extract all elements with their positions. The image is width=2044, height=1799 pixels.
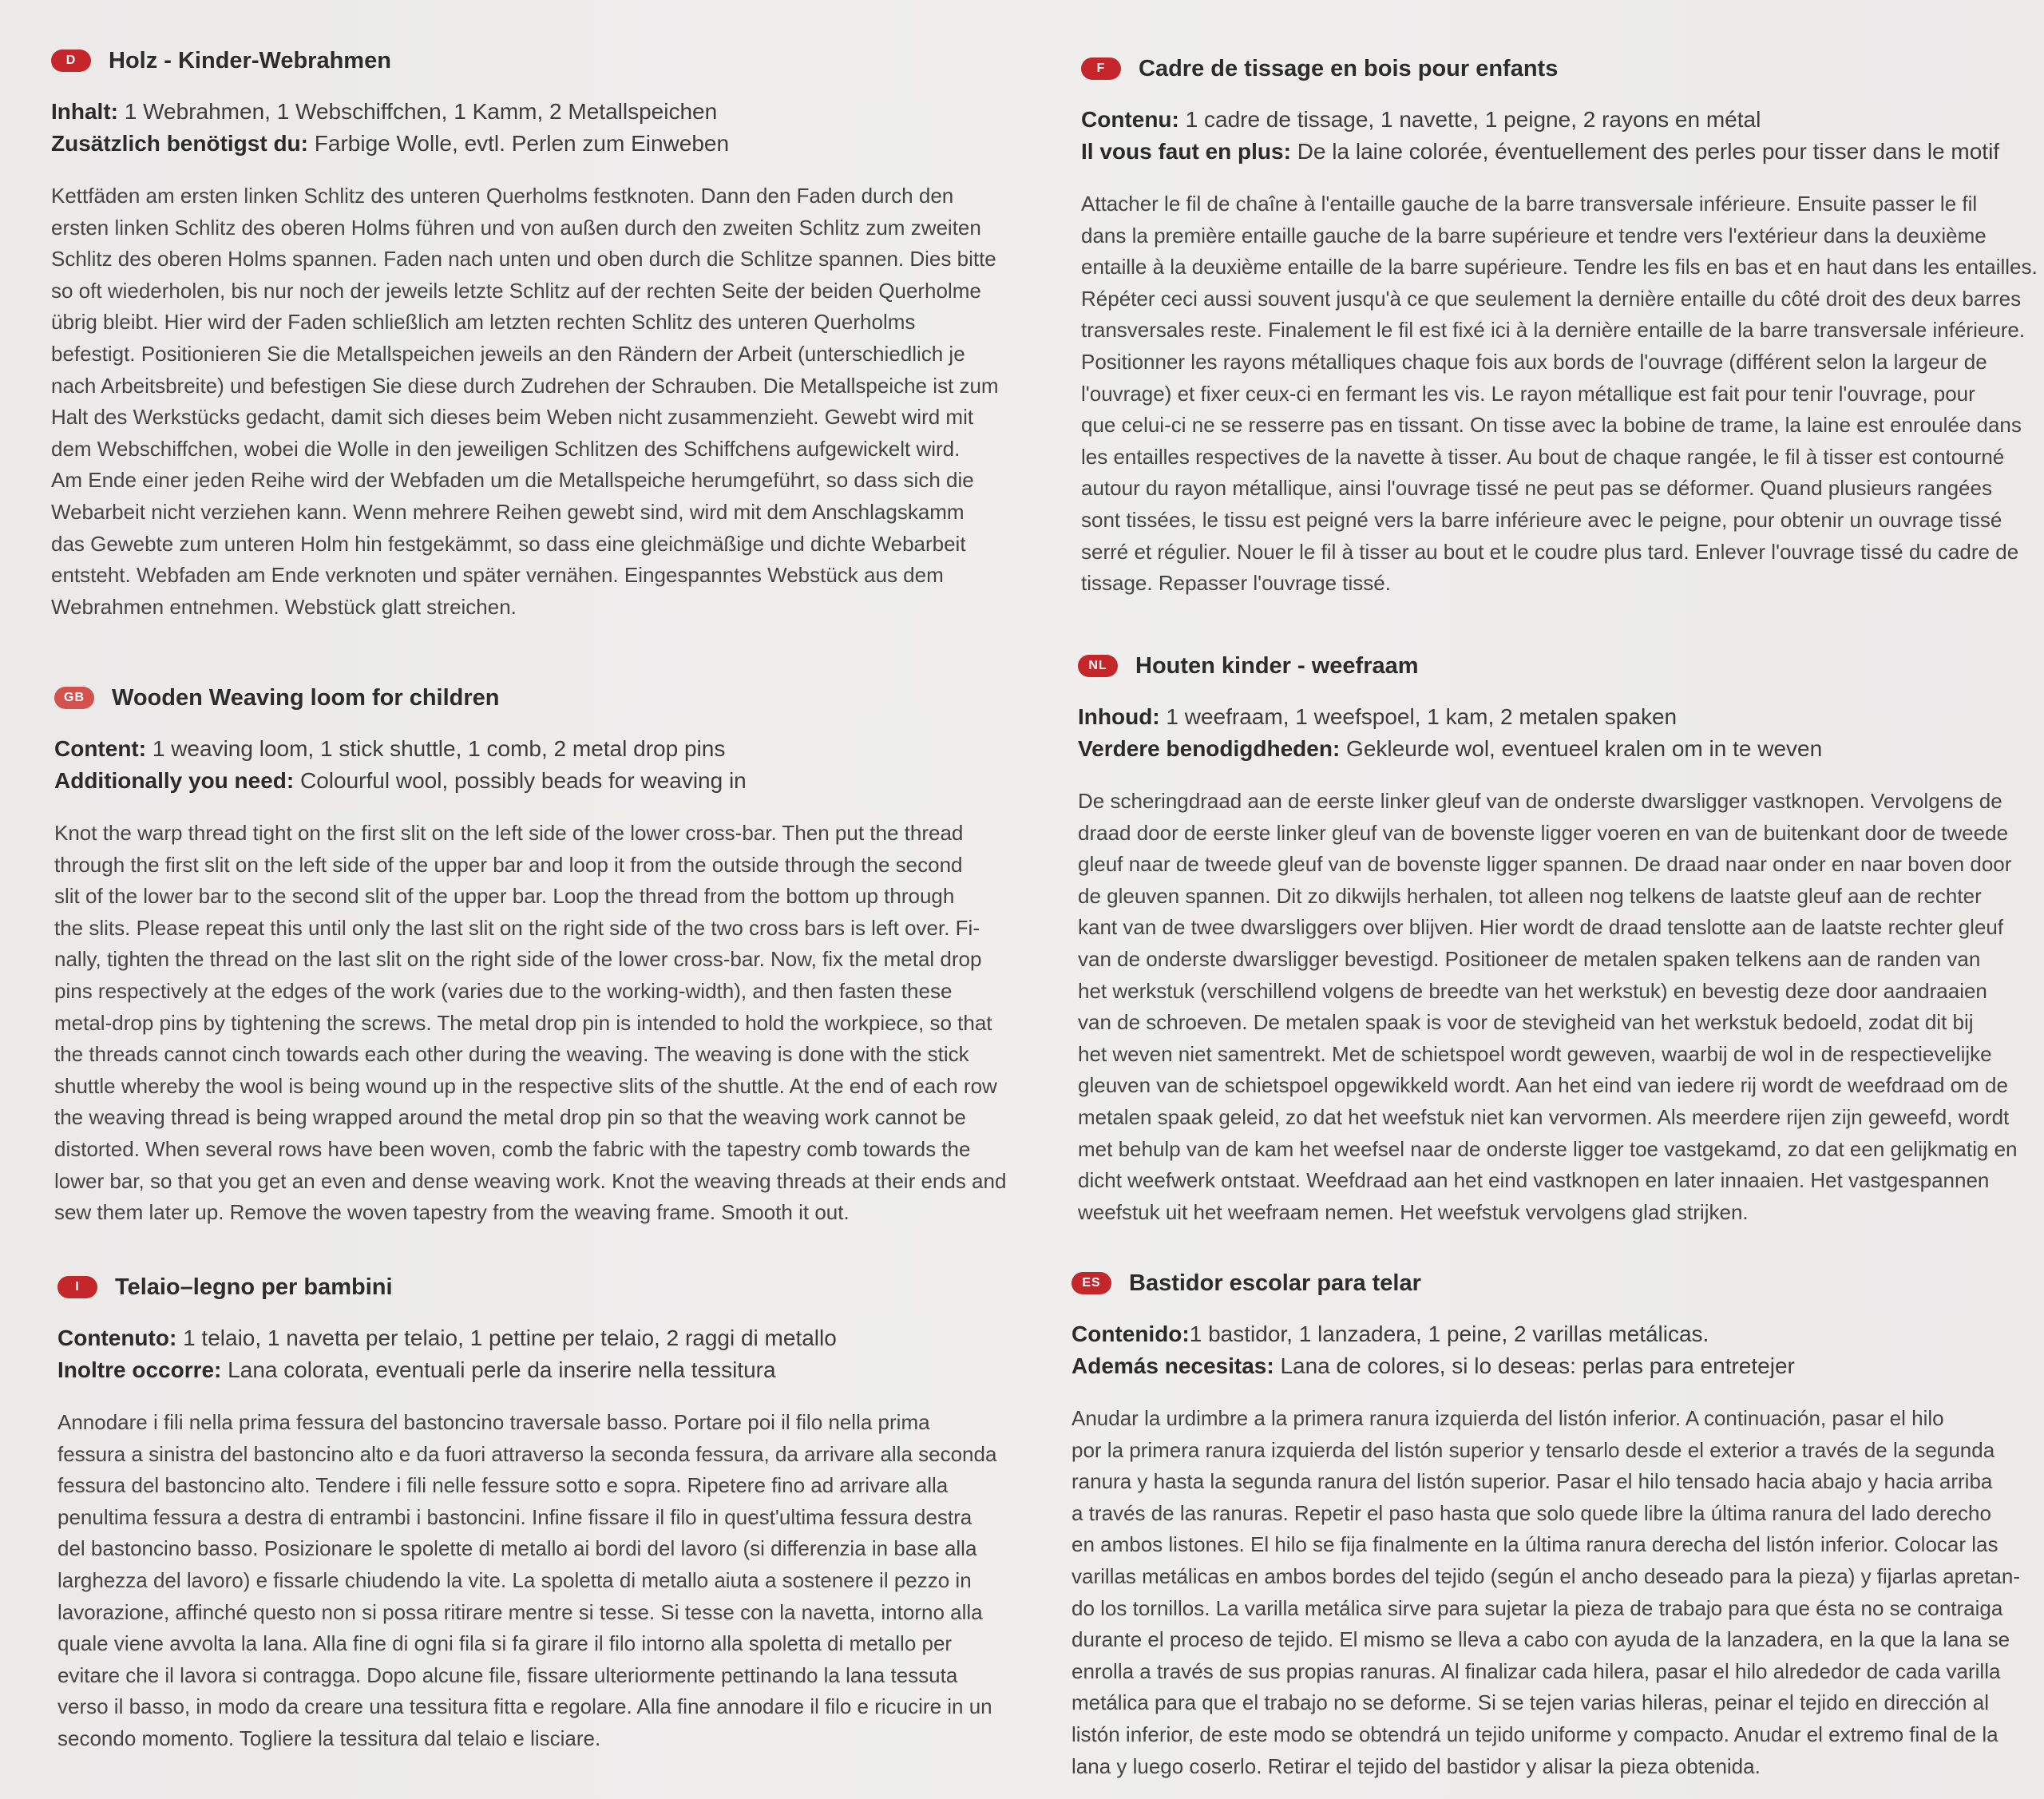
instruction-line: metálica para que el trabajo no se deforme. Si se tejen varias hileras, peinar el tejido en dirección al xyxy=(1072,1690,1989,1715)
section-title: Telaio–legno per bambini xyxy=(115,1274,393,1300)
instruction-line: shuttle whereby the wool is being wound up in the respective slits of the shuttle. At the end of each row xyxy=(54,1073,997,1098)
requirements-text: De la laine colorée, éventuellement des perles pour tisser dans le motif xyxy=(1290,139,2000,164)
section-italian xyxy=(57,1268,1048,1755)
requirements-text: Colourful wool, possibly beads for weaving in xyxy=(294,768,747,793)
instruction-line: varillas metálicas en ambos bordes del tejido (según el ancho deseado para la pieza) y fijarlas apretan- xyxy=(1072,1563,2021,1588)
contents-label: Contenido: xyxy=(1072,1322,1190,1346)
contents-text: 1 cadre de tissage, 1 navette, 1 peigne, 2 rayons en métal xyxy=(1178,107,1761,132)
instruction-line: Positionner les rayons métalliques chaque fois aux bords de l'ouvrage (différent selon la largeur de xyxy=(1081,349,1987,374)
instructions-body xyxy=(1072,1403,2030,1782)
section-title: Houten kinder - weefraam xyxy=(1135,652,1419,679)
instruction-line: sont tissées, le tissu est peigné vers la barre inférieure avec le peigne, pour obtenir un ouvrage tissé xyxy=(1081,507,2002,532)
contents-text: 1 Webrahmen, 1 Webschiffchen, 1 Kamm, 2 Metallspeichen xyxy=(118,99,718,124)
section-header xyxy=(1081,50,2039,88)
instruction-line: met behulp van de kam het weefsel naar de onderste ligger toe vastgekamd, zo dat een gelijkmatig en xyxy=(1078,1136,2018,1161)
instruction-line: draad door de eerste linker gleuf van de bovenste ligger voeren en van de buitenkant door de tweede xyxy=(1078,820,2009,845)
instruction-line: De scheringdraad aan de eerste linker gleuf van de onderste dwarsligger vastknopen. Vervolgens de xyxy=(1078,789,2002,813)
language-badge-fr: F xyxy=(1081,57,1121,80)
requirements-line xyxy=(1072,1350,2030,1382)
instruction-line: do los tornillos. La varilla metálica sirve para sujetar la pieza de trabajo para que ésta no se contraiga xyxy=(1072,1595,2003,1620)
instruction-line: dicht weefwerk ontstaat. Weefdraad aan het eind vastknopen en later innaaien. Het vastgespannen xyxy=(1078,1168,1990,1193)
requirements-line xyxy=(51,128,1041,160)
instruction-line: metal-drop pins by tightening the screws. The metal drop pin is intended to hold the workpiece, so that xyxy=(54,1010,992,1035)
contents-label: Contenu: xyxy=(1081,107,1179,132)
requirements-text: Farbige Wolle, evtl. Perlen zum Einweben xyxy=(308,131,730,156)
instruction-line: weefstuk uit het weefraam nemen. Het weefstuk vervolgens glad strijken. xyxy=(1078,1199,1749,1224)
instruction-line: metalen spaak geleid, zo dat het weefstuk niet kan vervormen. Als meerdere rijen zijn geweefd, wordt xyxy=(1078,1104,2010,1129)
instruction-line: fessura del bastoncino alto. Tendere i fili nelle fessure sotto e sopra. Ripetere fino ad arrivare alla xyxy=(57,1473,949,1498)
instruction-line: entsteht. Webfaden am Ende verknoten und später vernähen. Eingespanntes Webstück aus dem xyxy=(51,563,944,588)
language-badge-de: D xyxy=(51,50,91,72)
instruction-line: Halt des Werkstücks gedacht, damit sich dieses beim Weben nicht zusammenzieht. Gewebt wird mit xyxy=(51,405,974,430)
instruction-line: tissage. Repasser l'ouvrage tissé. xyxy=(1081,571,1391,596)
instruction-line: the weaving thread is being wrapped around the metal drop pin so that the weaving work cannot be xyxy=(54,1105,966,1130)
instruction-line: das Gewebte zum unteren Holm hin festgekämmt, so dass eine gleichmäßige und dichte Webarbeit xyxy=(51,531,966,556)
section-header xyxy=(57,1268,1048,1306)
section-title: Cadre de tissage en bois pour enfants xyxy=(1139,55,1559,81)
instruction-line: que celui-ci ne se resserre pas en tissant. On tisse avec la bobine de trame, la laine est enroulée dans xyxy=(1081,413,2022,438)
section-german xyxy=(51,42,1041,623)
instruction-line: Attacher le fil de chaîne à l'entaille gauche de la barre transversale inférieure. Ensuite passer le fil xyxy=(1081,192,1978,216)
section-english xyxy=(54,679,1044,1229)
section-header xyxy=(54,679,1044,717)
instruction-line: Annodare i fili nella prima fessura del bastoncino traversale basso. Portare poi il filo nella prima xyxy=(57,1410,930,1434)
requirements-label: Additionally you need: xyxy=(54,768,295,793)
instruction-line: distorted. When several rows have been woven, comb the fabric with the tapestry comb towards the xyxy=(54,1136,971,1161)
language-badge-it: I xyxy=(57,1276,97,1298)
instruction-line: Webarbeit nicht verziehen kann. Wenn mehrere Reihen gewebt sind, wird mit dem Anschlagskamm xyxy=(51,499,965,524)
instruction-line: Kettfäden am ersten linken Schlitz des unteren Querholms festknoten. Dann den Faden durch den xyxy=(51,184,954,208)
instructions-body xyxy=(1081,188,2039,600)
instructions-body xyxy=(51,180,1041,623)
contents-text: 1 weaving loom, 1 stick shuttle, 1 comb, 2 metal drop pins xyxy=(146,736,726,761)
instruction-line: gleuf naar de tweede gleuf van de bovenste ligger spannen. De draad naar onder en naar boven door xyxy=(1078,852,2012,877)
language-badge-nl: NL xyxy=(1078,655,1118,677)
contents-line xyxy=(1081,104,2039,136)
section-title: Holz - Kinder-Webrahmen xyxy=(109,47,391,73)
contents-line xyxy=(54,733,1044,765)
requirements-label: Verdere benodigdheden: xyxy=(1078,736,1341,761)
instruction-line: ersten linken Schlitz des oberen Holms führen und von außen durch den zweiten Schlitz zum zweiten xyxy=(51,215,981,240)
instruction-line: sew them later up. Remove the woven tapestry from the weaving frame. Smooth it out. xyxy=(54,1200,850,1225)
instruction-line: nally, tighten the thread on the last slit on the right side of the lower cross-bar. Now, fix the metal drop xyxy=(54,947,982,972)
instruction-line: autour du rayon métallique, ainsi l'ouvrage tissé ne peut pas se déformer. Quand plusieurs rangées xyxy=(1081,476,1992,501)
requirements-text: Lana colorata, eventuali perle da inserire nella tessitura xyxy=(221,1357,776,1382)
instruction-line: Anudar la urdimbre a la primera ranura izquierda del listón inferior. A continuación, pasar el hilo xyxy=(1072,1406,1944,1430)
instructions-body xyxy=(54,818,1044,1229)
language-badge-gb: GB xyxy=(54,687,94,709)
language-badge-es: ES xyxy=(1072,1272,1111,1294)
instruction-line: en ambos listones. El hilo se fija finalmente en la última ranura derecha del listón inferior. Colocar las xyxy=(1072,1532,1998,1557)
contents-text: 1 telaio, 1 navetta per telaio, 1 pettine per telaio, 2 raggi di metallo xyxy=(176,1325,837,1350)
instruction-line: slit of the lower bar to the second slit of the upper bar. Loop the thread from the bottom up through xyxy=(54,884,955,909)
section-french xyxy=(1081,50,2039,600)
requirements-line xyxy=(1081,136,2039,168)
instruction-line: so oft wiederholen, bis nur noch der jeweils letzte Schlitz auf der rechten Seite der beiden Querholme xyxy=(51,278,981,303)
instruction-line: serré et régulier. Nouer le fil à tisser au bout et le coudre plus tard. Enlever l'ouvrage tissé du cadre de xyxy=(1081,539,2019,564)
instruction-line: van de schroeven. De metalen spaak is voor de stevigheid van het werkstuk bedoeld, zodat dit bij xyxy=(1078,1010,1974,1035)
contents-label: Inhoud: xyxy=(1078,704,1160,729)
instruction-line: l'ouvrage) et fixer ceux-ci en fermant les vis. Le rayon métallique est fait pour tenir l'ouvrage, pour xyxy=(1081,381,1975,406)
instruction-line: übrig bleibt. Hier wird der Faden schließlich am letzten rechten Schlitz des unteren Querholms xyxy=(51,310,916,335)
instruction-line: Schlitz des oberen Holms spannen. Faden nach unten und oben durch die Schlitze spannen. Dies bitte xyxy=(51,247,996,271)
requirements-text: Gekleurde wol, eventueel kralen om in te weven xyxy=(1340,736,1823,761)
contents-text: 1 weefraam, 1 weefspoel, 1 kam, 2 metalen spaken xyxy=(1159,704,1678,729)
instruction-line: por la primera ranura izquierda del listón superior y tensarlo desde el exterior a través de la segunda xyxy=(1072,1437,1995,1462)
requirements-line xyxy=(57,1354,1048,1386)
instruction-line: dem Webschiffchen, wobei die Wolle in den jeweiligen Schlitzen des Schiffchens aufgewickelt wird. xyxy=(51,436,961,461)
instruction-line: penultima fessura a destra di entrambi i bastoncini. Infine fissare il filo in quest'ultima fessura destra xyxy=(57,1504,972,1529)
instruction-line: durante el proceso de tejido. El mismo se lleva a cabo con ayuda de la lanzadera, en la que la lana se xyxy=(1072,1627,2010,1652)
instructions-body xyxy=(1078,786,2036,1228)
contents-label: Contenuto: xyxy=(57,1325,177,1350)
section-title: Bastidor escolar para telar xyxy=(1129,1270,1421,1296)
section-header xyxy=(1072,1264,2030,1302)
section-header xyxy=(51,42,1041,80)
instruction-line: entaille à la deuxième entaille de la barre supérieure. Tendre les fils en bas et en haut dans les entailles. xyxy=(1081,255,2038,279)
instruction-line: evitare che il lavora si contragga. Dopo alcune file, fissare ulteriormente pettinando la lana tessuta xyxy=(57,1662,958,1687)
requirements-label: Inoltre occorre: xyxy=(57,1357,222,1382)
requirements-label: Además necesitas: xyxy=(1072,1353,1274,1378)
instruction-line: befestigt. Positionieren Sie die Metallspeichen jeweils an den Rändern der Arbeit (unterschiedlich je xyxy=(51,341,965,366)
instruction-line: verso il basso, in modo da creare una tessitura fitta e regolare. Alla fine annodare il filo e ricucire in un xyxy=(57,1694,992,1719)
instruction-line: larghezza del lavoro) e fissarle chiudendo la vite. La spoletta di metallo aiuta a sostenere il pezzo in xyxy=(57,1567,972,1592)
instruction-line: Knot the warp thread tight on the first slit on the left side of the lower cross-bar. Then put the thread xyxy=(54,821,964,845)
instruction-line: fessura a sinistra del bastoncino alto e da fuori attraverso la seconda fessura, da arrivare alla seconda xyxy=(57,1441,997,1466)
instruction-line: a través de las ranuras. Repetir el paso hasta que solo quede libre la última ranura del lado derecho xyxy=(1072,1500,1991,1525)
instruction-line: gleuven van de schietspoel opgewikkeld wordt. Aan het eind van iedere rij wordt de weefdraad om de xyxy=(1078,1073,2008,1098)
instruction-line: dans la première entaille gauche de la barre supérieure et tendre vers l'extérieur dans la deuxième xyxy=(1081,223,1987,248)
contents-text: 1 bastidor, 1 lanzadera, 1 peine, 2 varillas metálicas. xyxy=(1189,1322,1709,1346)
section-header xyxy=(1078,647,2036,685)
instructions-body xyxy=(57,1407,1048,1755)
instruction-line: Répéter ceci aussi souvent jusqu'à ce que seulement la dernière entaille du côté droit des deux barres xyxy=(1081,286,2022,311)
instruction-line: the slits. Please repeat this until only the last slit on the right side of the two cross bars is left over. Fi- xyxy=(54,915,980,940)
requirements-line xyxy=(1078,733,2036,765)
contents-label: Content: xyxy=(54,736,147,761)
contents-line xyxy=(51,96,1041,128)
instruction-line: de gleuven spannen. Dit zo dikwijls herhalen, tot alleen nog telkens de laatste gleuf aan de rechter xyxy=(1078,883,1982,908)
instruction-line: the threads cannot cinch towards each other during the weaving. The weaving is done with the stick xyxy=(54,1042,969,1067)
section-title: Wooden Weaving loom for children xyxy=(112,684,500,711)
instruction-line: lana y luego coserlo. Retirar el tejido del bastidor y alisar la pieza obtenida. xyxy=(1072,1753,1761,1778)
instruction-line: lavorazione, affinché questo non si possa ritirare mentre si tesse. Si tesse con la navetta, intorno alla xyxy=(57,1599,983,1624)
contents-line xyxy=(1078,701,2036,733)
instruction-line: transversales reste. Finalement le fil est fixé ici à la dernière entaille de la barre transversale inférieure. xyxy=(1081,318,2026,343)
requirements-text: Lana de colores, si lo deseas: perlas para entretejer xyxy=(1274,1353,1795,1378)
contents-label: Inhalt: xyxy=(51,99,118,124)
instruction-line: het werkstuk (verschillend volgens de breedte van het werkstuk) en bevestig deze door aandraaien xyxy=(1078,978,1987,1003)
instruction-line: het weven niet samentrekt. Met de schietspoel wordt geweven, waarbij de wol in de respectievelijke xyxy=(1078,1041,1992,1066)
instruction-line: Webrahmen entnehmen. Webstück glatt streichen. xyxy=(51,594,517,619)
instruction-line: quale viene avvolta la lana. Alla fine di ogni fila si fa girare il filo intorno alla spoletta di metallo per xyxy=(57,1631,953,1656)
instruction-line: pins respectively at the edges of the work (varies due to the working-width), and then fasten these xyxy=(54,978,953,1003)
instruction-line: lower bar, so that you get an even and dense weaving work. Knot the weaving threads at their ends and xyxy=(54,1168,1007,1193)
instruction-line: nach Arbeitsbreite) und befestigen Sie diese durch Zudrehen der Schrauben. Die Metallspeiche ist zum xyxy=(51,373,999,398)
contents-line xyxy=(57,1322,1048,1354)
requirements-label: Zusätzlich benötigst du: xyxy=(51,131,308,156)
section-dutch xyxy=(1078,647,2036,1228)
instruction-line: les entailles respectives de la navette à tisser. Au bout de chaque rangée, le fil à tisser est contourné xyxy=(1081,444,2005,469)
instruction-line: through the first slit on the left side of the upper bar and loop it from the outside through the second xyxy=(54,852,963,877)
instruction-line: ranura y hasta la segunda ranura del listón superior. Pasar el hilo tensado hacia abajo y hacia arriba xyxy=(1072,1469,1993,1494)
instruction-line: kant van de twee dwarsliggers over blijven. Hier wordt de draad tenslotte aan de laatste rechter gleuf xyxy=(1078,915,2004,940)
instruction-line: van de onderste dwarsligger bevestigd. Positioneer de metalen spaken telkens aan de randen van xyxy=(1078,946,1981,971)
requirements-label: Il vous faut en plus: xyxy=(1081,139,1291,164)
instruction-line: Am Ende einer jeden Reihe wird der Webfaden um die Metallspeiche herumgeführt, so dass sich die xyxy=(51,468,974,493)
instruction-line: secondo momento. Togliere la tessitura dal telaio e lisciare. xyxy=(57,1726,601,1750)
contents-line xyxy=(1072,1318,2030,1350)
requirements-line xyxy=(54,765,1044,797)
section-spanish xyxy=(1072,1264,2030,1782)
instruction-line: listón inferior, de este modo se obtendrá un tejido uniforme y compacto. Anudar el extremo final de la xyxy=(1072,1722,1998,1746)
instruction-line: del bastoncino basso. Posizionare le spolette di metallo ai bordi del lavoro (si differenzia in base alla xyxy=(57,1536,977,1561)
instruction-line: enrolla a través de sus propias ranuras. Al finalizar cada hilera, pasar el hilo alrededor de cada varilla xyxy=(1072,1658,2001,1683)
